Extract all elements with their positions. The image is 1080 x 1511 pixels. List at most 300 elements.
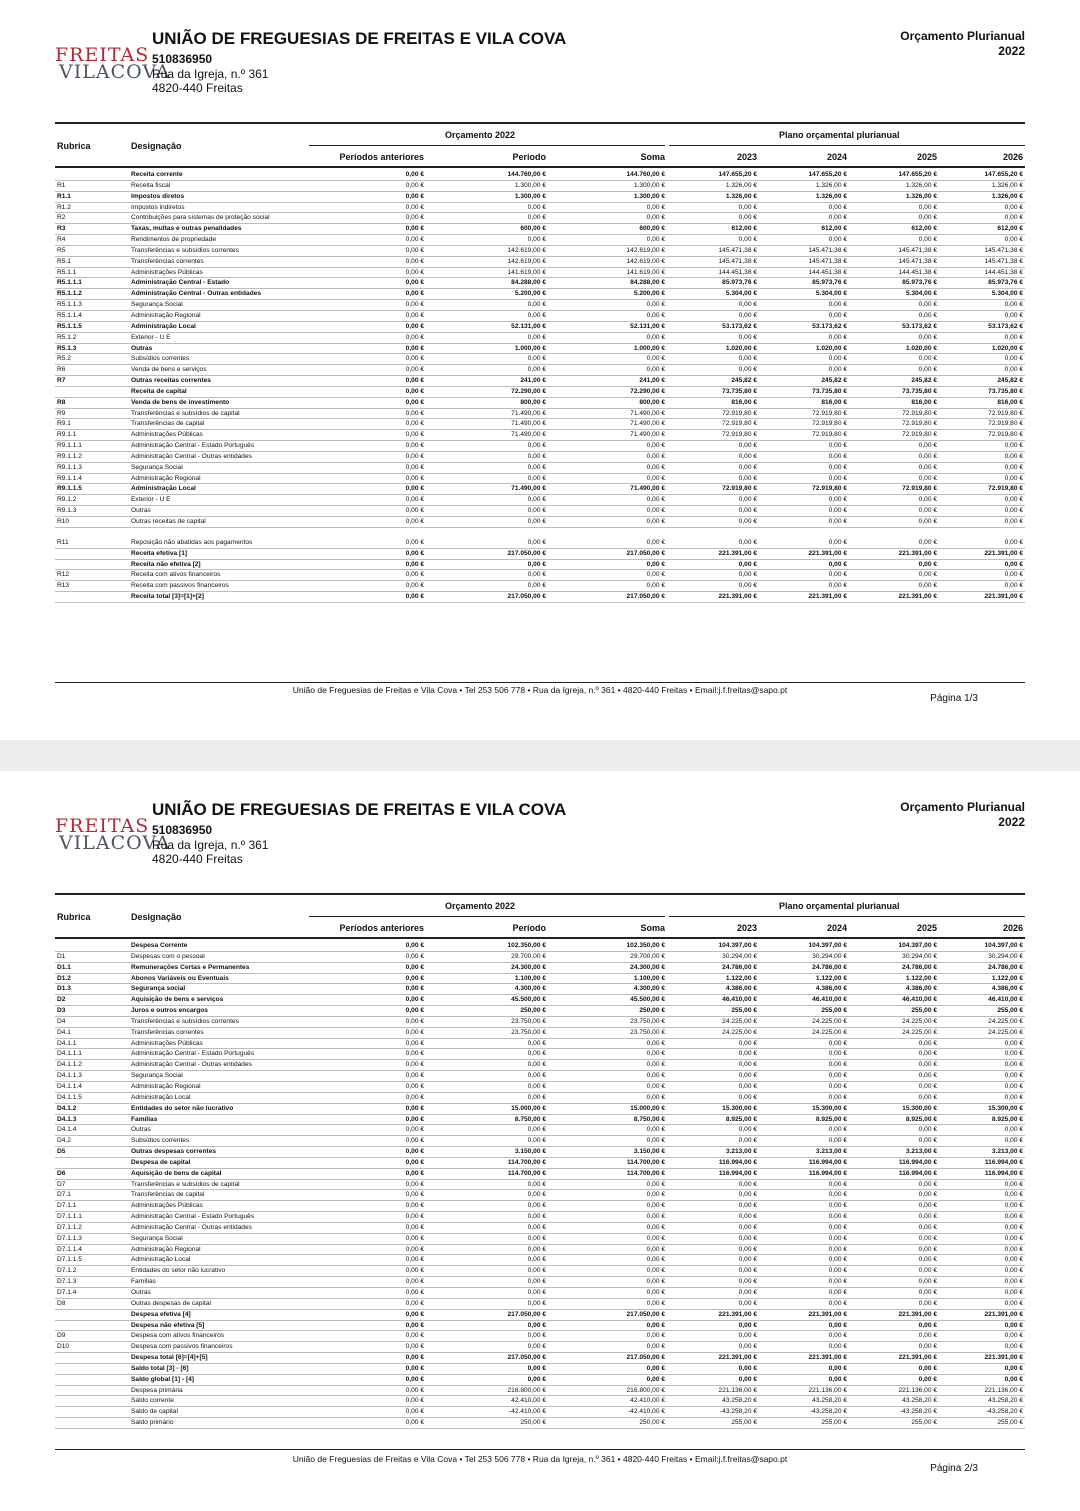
cell-periodos-anteriores: 0,00 € bbox=[405, 1202, 424, 1210]
cell-rubrica: D4.1.1.5 bbox=[57, 1093, 82, 1101]
cell-2024: 0,00 € bbox=[828, 1278, 847, 1286]
cell-2025: 43.258,20 € bbox=[902, 1397, 937, 1405]
cell-designacao: Receita total [3]=[1]+[2] bbox=[131, 593, 204, 601]
cell-designacao: Venda de bens de investimento bbox=[131, 398, 230, 406]
table-row bbox=[55, 268, 1025, 279]
cell-periodos-anteriores: 0,00 € bbox=[405, 311, 424, 319]
cell-periodos-anteriores: 0,00 € bbox=[405, 518, 424, 525]
cell-designacao: Receita não efetiva [2] bbox=[131, 560, 201, 568]
cell-rubrica: D7.1.3 bbox=[57, 1278, 77, 1286]
col-header-2026: 2026 bbox=[1002, 923, 1023, 933]
cell-soma: 0,00 € bbox=[646, 1180, 665, 1188]
cell-rubrica: R5.1.1.2 bbox=[57, 290, 82, 298]
footer-contact: União de Freguesias de Freitas e Vila Cova • Tel 253 506 778 • Rua da Igreja, n.º 361 • 4820-440 Freitas • Email:j.f.freitas@sapo.pt bbox=[292, 1454, 788, 1464]
table-row bbox=[55, 365, 1025, 376]
cell-periodos-anteriores: 0,00 € bbox=[405, 279, 424, 287]
table-row bbox=[55, 1017, 1025, 1028]
cell-periodo: 0,00 € bbox=[527, 1191, 546, 1199]
table-row bbox=[55, 484, 1025, 495]
cell-periodo: 0,00 € bbox=[527, 355, 546, 363]
cell-2026: 145.471,38 € bbox=[984, 257, 1023, 265]
table-row bbox=[55, 1364, 1025, 1375]
cell-designacao: Administração Regional bbox=[131, 311, 201, 319]
table-row bbox=[55, 441, 1025, 452]
cell-soma: 0,00 € bbox=[646, 1213, 665, 1221]
cell-periodo: 3.150,00 € bbox=[514, 1148, 546, 1156]
cell-periodo: 0,00 € bbox=[527, 1289, 546, 1296]
cell-2025: 0,00 € bbox=[918, 203, 937, 211]
cell-2024: 24.225,00 € bbox=[812, 1017, 847, 1025]
cell-periodo: 0,00 € bbox=[527, 1375, 546, 1383]
cell-soma: 0,00 € bbox=[646, 1126, 665, 1134]
cell-periodos-anteriores: 0,00 € bbox=[405, 1408, 424, 1416]
table-row bbox=[55, 560, 1025, 571]
cell-2024: 24.225,00 € bbox=[812, 1028, 847, 1036]
cell-rubrica: D1.2 bbox=[57, 974, 71, 982]
cell-designacao: Outras despesas correntes bbox=[131, 1148, 217, 1156]
cell-2026: 5.304,00 € bbox=[991, 290, 1023, 298]
document-year: 2022 bbox=[998, 815, 1025, 829]
cell-2024: 0,00 € bbox=[828, 560, 847, 568]
cell-2023: 4.386,00 € bbox=[725, 985, 757, 993]
cell-2024: 116.994,00 € bbox=[808, 1158, 847, 1166]
cell-2023: 43.258,20 € bbox=[722, 1397, 757, 1405]
cell-designacao: Segurança social bbox=[131, 985, 186, 993]
cell-2026: -43.258,20 € bbox=[985, 1408, 1023, 1416]
cell-2026: 0,00 € bbox=[1004, 442, 1023, 450]
cell-rubrica: R5.1.1.5 bbox=[57, 322, 82, 330]
cell-2025: 0,00 € bbox=[918, 1039, 937, 1047]
cell-2026: 0,00 € bbox=[1004, 518, 1023, 525]
cell-soma: 250,00 € bbox=[639, 1419, 665, 1427]
cell-periodo: 217.050,00 € bbox=[507, 1354, 546, 1362]
col-header-2024: 2024 bbox=[826, 152, 847, 162]
cell-soma: 84.288,00 € bbox=[630, 279, 665, 287]
cell-2025: 0,00 € bbox=[918, 1050, 937, 1058]
cell-periodos-anteriores: 0,00 € bbox=[405, 485, 424, 493]
cell-designacao: Administração Central - Outras entidades bbox=[131, 1223, 252, 1231]
cell-2025: 1.122,00 € bbox=[905, 974, 937, 982]
cell-2025: 0,00 € bbox=[918, 1061, 937, 1069]
cell-2026: 147.655,20 € bbox=[984, 171, 1023, 178]
cell-soma: 71.490,00 € bbox=[630, 420, 665, 428]
cell-soma: 0,00 € bbox=[646, 1343, 665, 1351]
cell-2023: 46.410,00 € bbox=[722, 996, 757, 1004]
cell-soma: 0,00 € bbox=[646, 1375, 665, 1383]
cell-periodo: 0,00 € bbox=[527, 442, 546, 450]
cell-2023: 0,00 € bbox=[738, 203, 757, 211]
cell-periodos-anteriores: 0,00 € bbox=[405, 1169, 424, 1177]
cell-2023: 1.122,00 € bbox=[725, 974, 757, 982]
cell-periodos-anteriores: 0,00 € bbox=[405, 1234, 424, 1242]
cell-periodo: 0,00 € bbox=[527, 507, 546, 515]
cell-2024: 144.451,38 € bbox=[808, 268, 847, 276]
cell-2023: 0,00 € bbox=[738, 366, 757, 374]
cell-soma: 0,00 € bbox=[646, 355, 665, 363]
cell-periodos-anteriores: 0,00 € bbox=[405, 1332, 424, 1340]
cell-designacao: Segurança Social bbox=[131, 301, 183, 309]
footer-rule bbox=[55, 1449, 1025, 1450]
cell-2026: 0,00 € bbox=[1004, 1039, 1023, 1047]
cell-2026: 0,00 € bbox=[1004, 1180, 1023, 1188]
footer-contact: União de Freguesias de Freitas e Vila Cova • Tel 253 506 778 • Rua da Igreja, n.º 361 • 4820-440 Freitas • Email:j.f.freitas@sapo.pt bbox=[292, 685, 788, 695]
cell-designacao: Famílias bbox=[131, 1115, 158, 1123]
cell-2023: 53.173,62 € bbox=[722, 322, 757, 330]
cell-2026: 0,00 € bbox=[1004, 1223, 1023, 1231]
cell-periodos-anteriores: 0,00 € bbox=[405, 1028, 424, 1036]
cell-2023: 0,00 € bbox=[738, 214, 757, 222]
cell-rubrica: D4.1.2 bbox=[57, 1104, 77, 1112]
cell-2024: 612,00 € bbox=[821, 225, 847, 233]
table-row bbox=[55, 1039, 1025, 1050]
cell-periodos-anteriores: 0,00 € bbox=[405, 257, 424, 265]
table-row bbox=[55, 278, 1025, 289]
cell-2025: 46.410,00 € bbox=[902, 996, 937, 1004]
cell-periodo: 0,00 € bbox=[527, 1126, 546, 1134]
cell-rubrica: R13 bbox=[57, 582, 70, 590]
cell-rubrica: R9.1.1.4 bbox=[57, 474, 82, 482]
cell-2023: 0,00 € bbox=[738, 538, 757, 546]
cell-2024: 5.304,00 € bbox=[815, 290, 847, 298]
cell-designacao: Receita com passivos financeiros bbox=[131, 582, 229, 590]
cell-2023: 145.471,38 € bbox=[718, 246, 757, 254]
cell-2023: 0,00 € bbox=[738, 1278, 757, 1286]
col-header-periodos: Períodos anteriores bbox=[339, 152, 424, 162]
cell-periodo: 0,00 € bbox=[527, 1332, 546, 1340]
cell-periodo: 0,00 € bbox=[527, 582, 546, 590]
cell-periodos-anteriores: 0,00 € bbox=[405, 1375, 424, 1383]
cell-2026: 72.919,80 € bbox=[988, 409, 1023, 417]
cell-2024: 147.655,20 € bbox=[808, 171, 847, 178]
cell-designacao: Transferências correntes bbox=[131, 257, 204, 265]
cell-periodo: 0,00 € bbox=[527, 1061, 546, 1069]
cell-2026: 0,00 € bbox=[1004, 582, 1023, 590]
cell-soma: 0,00 € bbox=[646, 203, 665, 211]
cell-2026: 0,00 € bbox=[1004, 571, 1023, 579]
cell-periodo: 250,00 € bbox=[520, 1007, 546, 1015]
cell-2023: 0,00 € bbox=[738, 463, 757, 471]
cell-designacao: Administração Local bbox=[131, 1093, 191, 1101]
cell-2025: 245,82 € bbox=[911, 377, 937, 385]
cell-rubrica: R5.2 bbox=[57, 355, 71, 363]
cell-2025: 145.471,38 € bbox=[898, 257, 937, 265]
cell-2026: 116.994,00 € bbox=[984, 1158, 1023, 1166]
cell-2025: 8.925,00 € bbox=[905, 1115, 937, 1123]
cell-periodos-anteriores: 0,00 € bbox=[405, 268, 424, 276]
cell-2024: 0,00 € bbox=[828, 1050, 847, 1058]
cell-2026: 255,00 € bbox=[997, 1007, 1023, 1015]
cell-2024: 30.294,00 € bbox=[812, 952, 847, 960]
cell-2025: 816,00 € bbox=[911, 398, 937, 406]
col-group-plano: Plano orçamental plurianual bbox=[779, 901, 900, 911]
cell-2025: 221.391,00 € bbox=[898, 549, 937, 557]
cell-2025: 221.391,00 € bbox=[898, 593, 937, 601]
cell-2025: 0,00 € bbox=[918, 355, 937, 363]
cell-2026: 72.919,80 € bbox=[988, 431, 1023, 439]
cell-rubrica: R8 bbox=[57, 398, 66, 406]
cell-2026: 24.225,00 € bbox=[988, 1028, 1023, 1036]
org-address-postal: 4820-440 Freitas bbox=[152, 81, 243, 95]
cell-periodo: 217.050,00 € bbox=[507, 549, 546, 557]
table-row bbox=[55, 517, 1025, 528]
cell-2024: 1.326,00 € bbox=[815, 192, 847, 200]
cell-designacao: Transferências e subsídios de capital bbox=[131, 1180, 240, 1188]
cell-2023: 24.786,00 € bbox=[722, 963, 757, 971]
cell-2023: 1.326,00 € bbox=[725, 181, 757, 189]
cell-soma: 23.750,00 € bbox=[630, 1028, 665, 1036]
cell-soma: 0,00 € bbox=[646, 1299, 665, 1307]
cell-2026: 0,00 € bbox=[1004, 1202, 1023, 1210]
cell-periodo: 72.290,00 € bbox=[511, 387, 546, 395]
group-rule-plano bbox=[669, 916, 1025, 917]
cell-2024: 0,00 € bbox=[828, 1137, 847, 1145]
cell-designacao: Segurança Social bbox=[131, 1072, 183, 1080]
cell-2026: 53.173,62 € bbox=[988, 322, 1023, 330]
cell-rubrica: R5.1.1 bbox=[57, 268, 77, 276]
cell-2025: 0,00 € bbox=[918, 538, 937, 546]
cell-designacao: Administrações Públicas bbox=[131, 1202, 203, 1210]
cell-2024: 0,00 € bbox=[828, 474, 847, 482]
cell-soma: 142.619,00 € bbox=[626, 257, 665, 265]
cell-periodos-anteriores: 0,00 € bbox=[405, 1007, 424, 1015]
table-row bbox=[55, 1212, 1025, 1223]
cell-periodo: 0,00 € bbox=[527, 571, 546, 579]
document-title: Orçamento Plurianual bbox=[900, 29, 1025, 43]
cell-soma: 4.300,00 € bbox=[633, 985, 665, 993]
cell-soma: 0,00 € bbox=[646, 1321, 665, 1329]
table-row bbox=[55, 213, 1025, 224]
cell-2025: 0,00 € bbox=[918, 463, 937, 471]
cell-2026: 0,00 € bbox=[1004, 1126, 1023, 1134]
cell-rubrica: R5.1.1.4 bbox=[57, 311, 82, 319]
cell-periodo: 23.750,00 € bbox=[511, 1028, 546, 1036]
group-rule-plano bbox=[669, 145, 1025, 146]
cell-periodos-anteriores: 0,00 € bbox=[405, 192, 424, 200]
col-header-2023: 2023 bbox=[736, 923, 757, 933]
table-top-rule bbox=[55, 893, 1025, 895]
cell-soma: 0,00 € bbox=[646, 518, 665, 525]
cell-2023: 0,00 € bbox=[738, 333, 757, 341]
cell-periodos-anteriores: 0,00 € bbox=[405, 1017, 424, 1025]
cell-soma: 45.500,00 € bbox=[630, 996, 665, 1004]
cell-designacao: Taxas, multas e outras penalidades bbox=[131, 225, 242, 233]
cell-periodos-anteriores: 0,00 € bbox=[405, 387, 424, 395]
table-row bbox=[55, 941, 1025, 952]
cell-2023: 0,00 € bbox=[738, 496, 757, 504]
table-row bbox=[55, 581, 1025, 592]
cell-soma: 600,00 € bbox=[639, 225, 665, 233]
cell-periodos-anteriores: 0,00 € bbox=[405, 1050, 424, 1058]
cell-2026: 4.386,00 € bbox=[991, 985, 1023, 993]
cell-rubrica: R9.1.1.3 bbox=[57, 463, 82, 471]
cell-soma: 72.290,00 € bbox=[630, 387, 665, 395]
cell-2026: 0,00 € bbox=[1004, 366, 1023, 374]
table-row bbox=[55, 1321, 1025, 1332]
cell-soma: 0,00 € bbox=[646, 1202, 665, 1210]
cell-designacao: Saldo corrente bbox=[131, 1397, 174, 1405]
col-header-2024: 2024 bbox=[826, 923, 847, 933]
cell-periodos-anteriores: 0,00 € bbox=[405, 1386, 424, 1394]
cell-soma: 0,00 € bbox=[646, 582, 665, 590]
cell-designacao: Administração Regional bbox=[131, 474, 201, 482]
cell-periodo: 144.760,00 € bbox=[507, 171, 546, 178]
col-header-soma: Soma bbox=[640, 923, 665, 933]
cell-periodos-anteriores: 0,00 € bbox=[405, 560, 424, 568]
cell-2026: 0,00 € bbox=[1004, 1321, 1023, 1329]
table-row bbox=[55, 1288, 1025, 1299]
cell-2024: 0,00 € bbox=[828, 1245, 847, 1253]
cell-2024: 0,00 € bbox=[828, 1299, 847, 1307]
cell-2024: 0,00 € bbox=[828, 507, 847, 515]
cell-2024: 0,00 € bbox=[828, 1126, 847, 1134]
cell-2025: 0,00 € bbox=[918, 301, 937, 309]
table-row bbox=[55, 549, 1025, 560]
cell-2024: 0,00 € bbox=[828, 311, 847, 319]
table-row bbox=[55, 1071, 1025, 1082]
cell-2026: 221.391,00 € bbox=[984, 1354, 1023, 1362]
table-row bbox=[55, 952, 1025, 963]
cell-2023: 0,00 € bbox=[738, 518, 757, 525]
cell-2024: 1.326,00 € bbox=[815, 181, 847, 189]
table-row bbox=[55, 538, 1025, 549]
cell-designacao: Saldo primário bbox=[131, 1419, 174, 1427]
table-row bbox=[55, 1299, 1025, 1310]
cell-2023: 0,00 € bbox=[738, 1299, 757, 1307]
cell-2024: 0,00 € bbox=[828, 452, 847, 460]
cell-designacao: Administrações Públicas bbox=[131, 431, 203, 439]
cell-2024: 255,00 € bbox=[821, 1007, 847, 1015]
cell-designacao: Famílias bbox=[131, 1278, 156, 1286]
cell-periodos-anteriores: 0,00 € bbox=[405, 593, 424, 601]
cell-designacao: Administração Central - Estado Português bbox=[131, 442, 255, 450]
cell-2024: 221.136,00 € bbox=[808, 1386, 847, 1394]
table-row bbox=[55, 1266, 1025, 1277]
cell-2025: 0,00 € bbox=[918, 311, 937, 319]
cell-soma: 1.100,00 € bbox=[633, 974, 665, 982]
cell-soma: 0,00 € bbox=[646, 311, 665, 319]
col-header-designacao: Designação bbox=[131, 141, 182, 151]
cell-2023: 816,00 € bbox=[731, 398, 757, 406]
cell-2024: 46.410,00 € bbox=[812, 996, 847, 1004]
cell-2026: 221.391,00 € bbox=[984, 593, 1023, 601]
cell-soma: -42.410,00 € bbox=[627, 1408, 665, 1416]
cell-rubrica: R9 bbox=[57, 409, 66, 417]
cell-designacao: Impostos diretos bbox=[131, 192, 185, 200]
cell-rubrica: R9.1.3 bbox=[57, 507, 77, 515]
cell-periodo: 24.300,00 € bbox=[511, 963, 546, 971]
cell-rubrica: R5.1.1.3 bbox=[57, 301, 82, 309]
col-header-2026: 2026 bbox=[1002, 152, 1023, 162]
cell-periodos-anteriores: 0,00 € bbox=[405, 1093, 424, 1101]
cell-periodos-anteriores: 0,00 € bbox=[405, 398, 424, 406]
cell-2023: 221.391,00 € bbox=[718, 593, 757, 601]
cell-2024: 0,00 € bbox=[828, 518, 847, 525]
cell-periodos-anteriores: 0,00 € bbox=[405, 974, 424, 982]
cell-rubrica: D9 bbox=[57, 1332, 66, 1340]
cell-soma: 217.050,00 € bbox=[626, 593, 665, 601]
table-row bbox=[55, 311, 1025, 322]
cell-periodos-anteriores: 0,00 € bbox=[405, 1126, 424, 1134]
footer-rule bbox=[55, 682, 1025, 683]
cell-soma: 144.760,00 € bbox=[626, 171, 665, 178]
col-group-orcamento: Orçamento 2022 bbox=[445, 901, 516, 911]
cell-2025: 5.304,00 € bbox=[905, 290, 937, 298]
document-title: Orçamento Plurianual bbox=[900, 800, 1025, 814]
cell-periodo: 1.100,00 € bbox=[514, 974, 546, 982]
cell-soma: 0,00 € bbox=[646, 1234, 665, 1242]
cell-2025: 4.386,00 € bbox=[905, 985, 937, 993]
table-row bbox=[55, 419, 1025, 430]
cell-2024: 0,00 € bbox=[828, 236, 847, 244]
table-body bbox=[55, 170, 1025, 603]
cell-2024: 145.471,38 € bbox=[808, 257, 847, 265]
cell-2026: 0,00 € bbox=[1004, 507, 1023, 515]
logo-text-vila-cova: VILACOVA bbox=[59, 61, 171, 83]
col-header-periodos: Períodos anteriores bbox=[339, 923, 424, 933]
cell-soma: 52.131,00 € bbox=[630, 322, 665, 330]
cell-periodos-anteriores: 0,00 € bbox=[405, 236, 424, 244]
cell-periodos-anteriores: 0,00 € bbox=[405, 409, 424, 417]
cell-2023: 0,00 € bbox=[738, 1223, 757, 1231]
cell-2026: 1.326,00 € bbox=[991, 192, 1023, 200]
col-header-2025: 2025 bbox=[916, 152, 937, 162]
cell-rubrica: D3 bbox=[57, 1007, 66, 1015]
cell-2024: 43.258,20 € bbox=[812, 1397, 847, 1405]
cell-2024: 0,00 € bbox=[828, 1234, 847, 1242]
cell-2023: 612,00 € bbox=[731, 225, 757, 233]
cell-2025: 72.919,80 € bbox=[902, 431, 937, 439]
table-row bbox=[55, 1234, 1025, 1245]
cell-rubrica: D1.1 bbox=[57, 963, 71, 971]
cell-periodos-anteriores: 0,00 € bbox=[405, 1245, 424, 1253]
cell-2023: 0,00 € bbox=[738, 582, 757, 590]
cell-2023: 72.919,80 € bbox=[722, 485, 757, 493]
cell-designacao: Outras despesas de capital bbox=[131, 1299, 211, 1307]
cell-soma: 216.800,00 € bbox=[626, 1386, 665, 1394]
cell-2023: 221.391,00 € bbox=[718, 549, 757, 557]
cell-designacao: Abonos Variáveis ou Eventuais bbox=[131, 974, 229, 982]
cell-2026: 116.994,00 € bbox=[984, 1169, 1023, 1177]
cell-soma: 102.350,00 € bbox=[626, 942, 665, 949]
table-row bbox=[55, 1049, 1025, 1060]
cell-2023: 1.326,00 € bbox=[725, 192, 757, 200]
cell-2024: 0,00 € bbox=[828, 1256, 847, 1264]
cell-periodo: 0,00 € bbox=[527, 301, 546, 309]
cell-soma: 71.490,00 € bbox=[630, 485, 665, 493]
cell-2025: 0,00 € bbox=[918, 366, 937, 374]
cell-2024: 145.471,38 € bbox=[808, 246, 847, 254]
cell-designacao: Remunerações Certas e Permanentes bbox=[131, 963, 250, 971]
cell-rubrica: R1.1 bbox=[57, 192, 71, 200]
cell-2025: 0,00 € bbox=[918, 474, 937, 482]
logo-text-freitas: FREITAS bbox=[55, 815, 150, 837]
cell-2024: 0,00 € bbox=[828, 496, 847, 504]
cell-2023: 221.136,00 € bbox=[718, 1386, 757, 1394]
cell-periodos-anteriores: 0,00 € bbox=[405, 463, 424, 471]
cell-2025: 255,00 € bbox=[911, 1419, 937, 1427]
cell-2026: 0,00 € bbox=[1004, 1332, 1023, 1340]
cell-2023: 0,00 € bbox=[738, 1375, 757, 1383]
cell-rubrica: R9.1.1.1 bbox=[57, 442, 82, 450]
cell-2025: 0,00 € bbox=[918, 1137, 937, 1145]
cell-soma: 800,00 € bbox=[639, 398, 665, 406]
cell-2024: 8.925,00 € bbox=[815, 1115, 847, 1123]
cell-2026: 0,00 € bbox=[1004, 301, 1023, 309]
table-row bbox=[55, 1386, 1025, 1397]
cell-2023: 24.225,00 € bbox=[722, 1028, 757, 1036]
cell-periodo: 0,00 € bbox=[527, 1082, 546, 1090]
cell-periodos-anteriores: 0,00 € bbox=[405, 942, 424, 949]
